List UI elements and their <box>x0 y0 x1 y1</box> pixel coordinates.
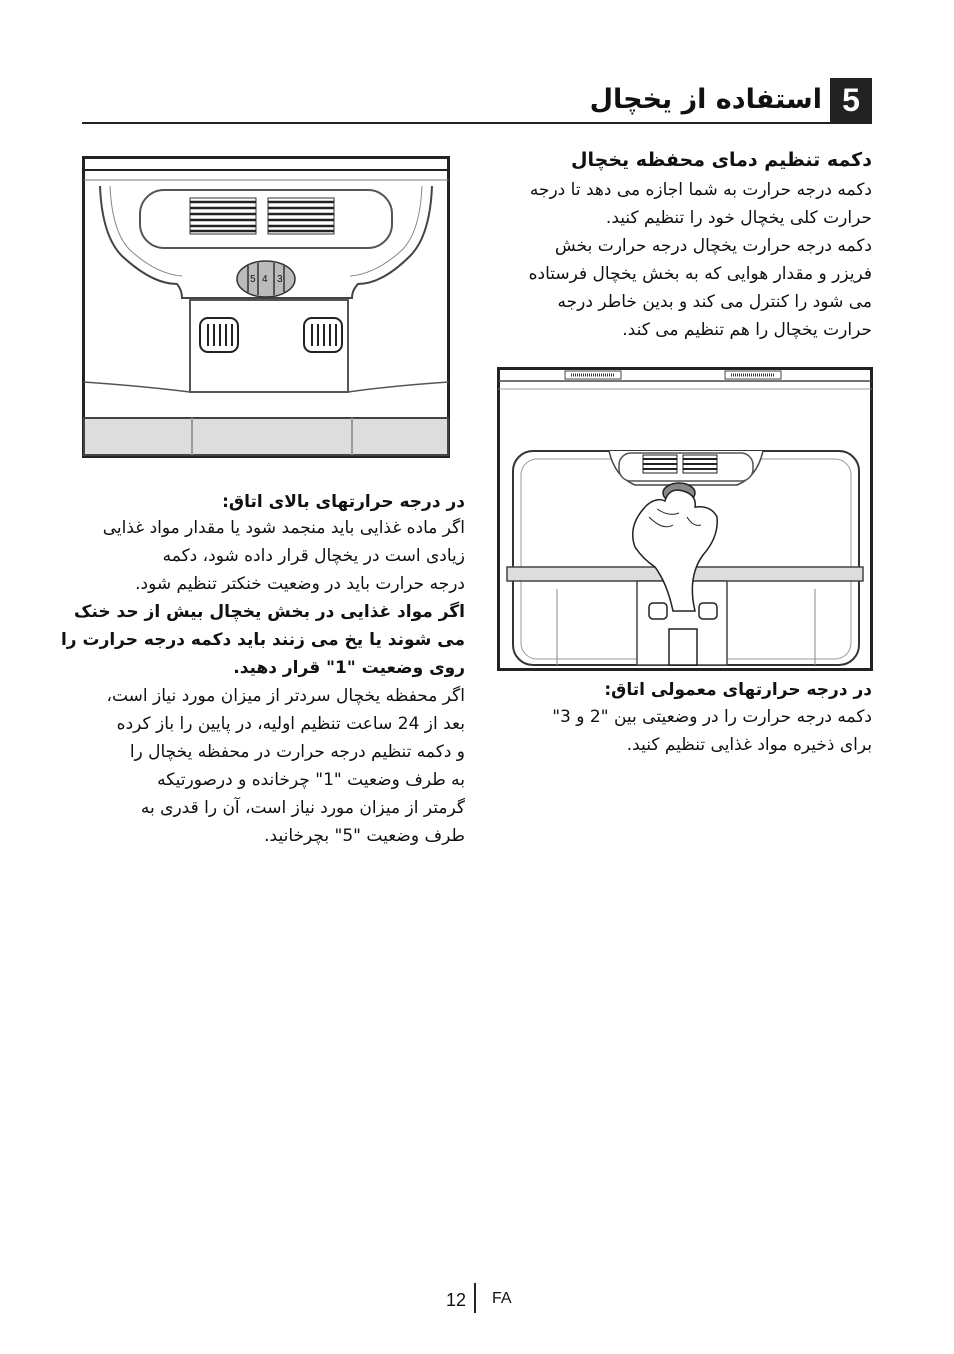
vent-right <box>304 318 342 352</box>
text-line: بعد از 24 ساعت تنظیم اولیه، در پایین را باز کرده <box>116 714 465 734</box>
footer-divider <box>474 1283 476 1313</box>
normal-room-paragraph <box>492 703 872 759</box>
text-line: حرارت یخچال را هم تنظیم می کند. <box>622 320 872 340</box>
text-line: درجه حرارت باید در وضعیت خنکتر تنظیم شود. <box>135 574 465 594</box>
text-line: طرف وضعیت "5" بچرخانید. <box>264 826 465 846</box>
text-line: دکمه درجه حرارت به شما اجازه می دهد تا درجه <box>529 180 872 200</box>
thermostat-heading: دکمه تنظیم دمای محفظه یخچال <box>571 149 872 171</box>
dial-number: 3 <box>277 274 283 285</box>
text-line: می شود را کنترل می کند و بدین خاطر درجه <box>557 292 872 312</box>
section-number-badge: 5 <box>830 78 872 122</box>
text-line: دکمه درجه حرارت یخچال درجه حرارت بخش <box>554 236 872 256</box>
text-line: اگر ماده غذایی باید منجمد شود یا مقدار مواد غذایی <box>102 518 465 538</box>
text-line-bold: اگر مواد غذایی در بخش یخچال بیش از حد خنک <box>74 602 465 622</box>
text-line: دکمه درجه حرارت را در وضعیتی بین "2 و 3" <box>552 707 872 727</box>
high-room-paragraph <box>60 514 465 850</box>
vent-left <box>200 318 238 352</box>
hand-dial-illustration <box>497 367 873 671</box>
text-line: برای ذخیره مواد غذایی تنظیم کنید. <box>626 735 872 755</box>
text-line: به طرف وضعیت "1" چرخانده و درصورتیکه <box>157 770 465 790</box>
high-room-heading: در درجه حرارتهای بالای اتاق: <box>222 492 465 512</box>
dial-number: 4 <box>262 274 268 285</box>
control-panel-illustration <box>82 156 450 458</box>
normal-room-heading: در درجه حرارتهای معمولی اتاق: <box>604 680 872 700</box>
header-divider <box>82 122 872 124</box>
text-line-bold: می شوند یا یخ می زنند باید دکمه درجه حرارت را <box>60 630 465 650</box>
text-line: فریزر و مقدار هوایی که به بخش یخچال فرستاده <box>528 264 872 284</box>
page-number: 12 <box>445 1290 466 1310</box>
language-label: FA <box>492 1290 512 1307</box>
thermostat-paragraph <box>492 176 872 344</box>
text-line-bold: روی وضعیت "1" قرار دهید. <box>233 658 465 678</box>
text-line: حرارت کلی یخچال خود را تنظیم کنید. <box>605 208 872 228</box>
text-line: گرمتر از میزان مورد نیاز است، آن را قدری به <box>140 798 465 818</box>
text-line: و دکمه تنظیم درجه حرارت در محفظه یخچال را <box>129 742 465 762</box>
thermostat-dial <box>237 261 295 297</box>
text-line: زیادی است در یخچال قرار داده شود، دکمه <box>162 546 465 566</box>
text-line: اگر محفظه یخچال سردتر از میزان مورد نیاز است، <box>106 686 465 706</box>
dial-number: 5 <box>250 274 256 285</box>
page-title: استفاده از یخچال <box>589 84 822 115</box>
